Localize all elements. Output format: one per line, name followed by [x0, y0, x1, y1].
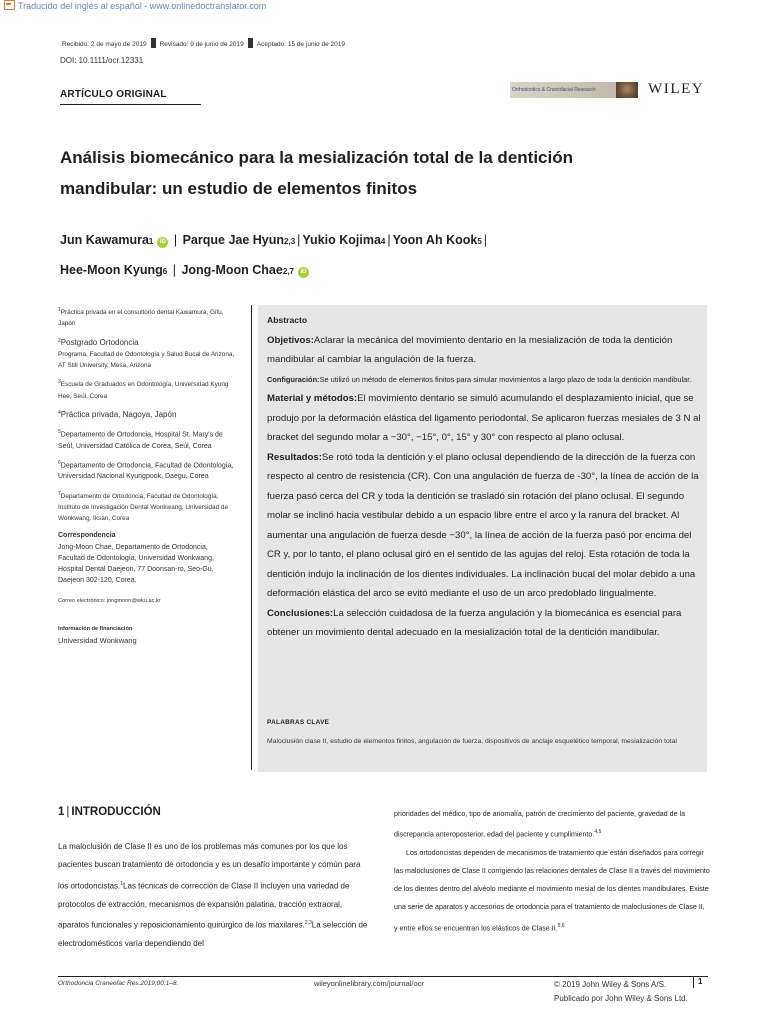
date-separator: [151, 38, 156, 48]
affiliation-7: [58, 489, 236, 525]
date-revised: Revisado: 9 de junio de 2019: [159, 41, 244, 48]
date-accepted: Aceptado: 15 de junio de 2019: [256, 41, 345, 48]
author-name[interactable]: Parque Jae Hyun: [182, 233, 285, 247]
author-line-2: [60, 256, 700, 286]
author-line-1: [60, 226, 700, 256]
footer-copyright: [554, 978, 688, 1006]
abstract-setting: [267, 370, 701, 390]
affiliation-text: Departamento de Ortodoncia, Hospital St. Mary's de Seúl, Universidad Católica de Corea, Seúl, Corea: [58, 431, 223, 450]
journal-logo-text: Orthodontics & Craniofacial Research: [512, 87, 596, 93]
affiliation-text: Práctica privada en el consultorio dental Kawamura, Gifu, Japón: [58, 309, 224, 328]
abstract-label: Resultados:: [267, 451, 322, 463]
body-text: Los ortodoncistas dependen de mecanismos de tratamiento que están diseñados para corregir las maloclusiones de Clase II corrigiendo las relaciones dentales de Clase II a través del movimiento de los dientes dentro del alvéolo mediante el movimiento mesial de los dientes mandibulares. Existe una serie de aparatos y accesorios de ortodoncia para el tratamiento de maloclusiones de Clase II, y entre ellos se encuentran los elásticos de Clase II.: [394, 848, 710, 932]
author-affil-ref: 2,7: [282, 267, 294, 276]
author-name[interactable]: Jong-Moon Chae: [181, 263, 283, 277]
author-separator: |: [483, 233, 488, 247]
abstract-results: [267, 448, 701, 643]
abstract-objectives: [267, 331, 701, 370]
column-divider: [251, 305, 252, 770]
footer-copyright-line: © 2019 John Wiley & Sons A/S.: [554, 980, 667, 989]
citation-ref[interactable]: 1: [120, 880, 124, 887]
body-paragraph: [394, 805, 710, 844]
author-name[interactable]: Hee-Moon Kyung: [60, 263, 163, 277]
section-heading: [58, 806, 161, 818]
affiliation-1: [58, 305, 236, 330]
article-type: ARTÍCULO ORIGINAL: [60, 89, 167, 100]
abstract-text: El movimiento dentario se simuló acumulando el desplazamiento inicial, que se produjo por la deformación elástica del ligamento periodontal. Se aplicaron fuerzas mesiales de 3 N al bracket del segundo molar a −30°, −15°, 0°, 15° y 30° con respecto al plano oclusal.: [267, 393, 701, 443]
body-text: Las técnicas de corrección de Clase II incluyen una variedad de protocolos de extracción, mecanismos de expansión palatina, tracción extraoral, aparatos funcionales y reposicionamiento quirúrgico de los maxilares.: [58, 881, 350, 930]
affiliation-text: Programa, Facultad de Odontología y Salud Bucal de Arizona, AT Still University, Mesa, Arizona: [58, 350, 235, 370]
author-separator: |: [387, 233, 391, 247]
author-name[interactable]: Yukio Kojima: [302, 233, 381, 247]
affiliations-column: [58, 305, 236, 646]
publisher-logo: WILEY: [648, 81, 705, 97]
orcid-icon[interactable]: iD: [157, 237, 168, 248]
abstract-label: Objetivos:: [267, 334, 314, 346]
affiliation-6: [58, 458, 236, 483]
affiliation-5: [58, 427, 236, 452]
page-number: 1: [698, 977, 703, 986]
author-affil-ref: 4: [380, 237, 386, 246]
affiliation-4: [58, 408, 236, 421]
keywords-heading: PALABRAS CLAVE: [267, 719, 330, 726]
translator-banner-text: Traducido del inglés al español - www.onlinedoctranslator.com: [18, 1, 267, 11]
affiliation-number: 7: [58, 490, 61, 497]
footer-url[interactable]: wileyonlinelibrary.com/journal/ocr: [314, 979, 424, 988]
author-list: [60, 226, 700, 286]
correspondence-text: Jong-Moon Chae, Departamento de Ortodoncia, Facultad de Odontología, Universidad Wonkwang, Hospital Dental Daejeon, 77 Doonsan-ro, Seo-Gu, Daejeon 302-120, Corea.: [58, 543, 214, 585]
orcid-icon[interactable]: iD: [298, 267, 309, 278]
funding-heading: Información de financiación: [58, 625, 133, 632]
intro-column-right: [394, 805, 710, 937]
body-text: La maloclusión de Clase II es uno de los problemas más comunes por los que los pacientes buscan tratamiento de ortodoncia y es un desafío importante y común para los ortodoncistas.: [58, 842, 361, 891]
body-paragraph: [394, 844, 710, 937]
journal-logo-image: [616, 82, 638, 98]
author-separator: |: [173, 233, 178, 247]
affiliation-number: 5: [58, 429, 61, 436]
funding-text: Universidad Wonkwang: [58, 635, 137, 645]
affiliation-number: 4: [58, 409, 61, 416]
correspondence-heading: Correspondencia: [58, 532, 116, 540]
abstract-text: Aclarar la mecánica del movimiento dentario en la mesialización de toda la dentición mandibular al cambiar la angulación de la fuerza.: [267, 334, 673, 365]
affiliation-text: Escuela de Graduados en Odontología, Universidad Kyung Hee, Seúl, Corea: [58, 381, 229, 400]
author-name[interactable]: Yoon Ah Kook: [392, 233, 478, 247]
abstract-heading: Abstracto: [267, 315, 308, 325]
section-title: INTRODUCCIÓN: [71, 806, 161, 818]
date-separator: [248, 38, 253, 48]
intro-column-left: [58, 838, 368, 954]
abstract-label: Conclusiones:: [267, 607, 334, 619]
section-number: 1: [58, 806, 65, 818]
author-affil-ref: 2,3: [284, 237, 296, 246]
article-dates: [60, 38, 347, 48]
footer-journal: Orthodoncia Craneofac Res.2019;00:1–8.: [58, 980, 179, 987]
author-name[interactable]: Jun Kawamura: [60, 233, 149, 247]
affiliation-3: [58, 377, 236, 402]
journal-logo: [510, 82, 638, 98]
author-separator: |: [297, 233, 301, 247]
citation-ref[interactable]: 5,6: [557, 922, 565, 929]
article-title: Análisis biomecánico para la mesialización total de la dentición mandibular: un estudio de elementos finitos: [60, 148, 573, 198]
body-text: prioridades del médico, tipo de anomalía, patrón de crecimiento del paciente, gravedad de la discrepancia anteroposterior, edad del paciente y cumplimiento.: [394, 810, 686, 839]
body-text: La selección de electrodomésticos varía dependiendo del: [58, 920, 368, 949]
affiliation-number: 6: [58, 459, 61, 466]
author-affil-ref: 6: [162, 267, 168, 276]
correspondence-email[interactable]: Correo electrónico: jongmoon@wku.ac.kr: [58, 598, 161, 605]
affiliation-text: Práctica privada, Nagoya, Japón: [60, 409, 177, 419]
doi[interactable]: DOI: 10.1111/ocr.12331: [60, 56, 144, 65]
affiliation-number: 3: [58, 379, 61, 386]
abstract-text: La selección cuidadosa de la fuerza angulación y la biomecánica es esencial para obtener un movimiento dental adecuado en la mesialización total de la dentición mandibular.: [267, 607, 682, 638]
footer-publisher-line: Publicado por John Wiley & Sons Ltd.: [554, 994, 688, 1003]
footer-page-divider: [693, 976, 694, 988]
author-affil-ref: 1: [148, 237, 154, 246]
section-separator: |: [66, 806, 70, 818]
abstract-label: Configuración:: [267, 374, 320, 384]
affiliation-2: [58, 336, 236, 372]
abstract-text: Se utilizó un método de elementos finitos para simular movimientos a largo plazo de toda la dentición mandibular.: [319, 374, 692, 384]
abstract: [267, 311, 701, 643]
footer-rule: [58, 976, 708, 977]
abstract-methods: [267, 389, 701, 448]
author-affil-ref: 5: [477, 237, 482, 246]
citation-ref[interactable]: 4,5: [594, 829, 602, 836]
affiliation-number: 2: [58, 337, 61, 344]
translate-icon: [4, 0, 15, 10]
citation-ref[interactable]: 2,3: [304, 920, 312, 927]
article-type-rule: [60, 104, 201, 105]
date-received: Recibido: 2 de mayo de 2019: [62, 41, 147, 48]
affiliation-number: 1: [58, 307, 61, 313]
affiliation-text: Postgrado Ortodoncia: [60, 337, 139, 347]
affiliation-text: Departamento de Ortodoncia, Facultad de Odontología, Universidad Nacional Kyungpook, Daegu, Corea: [58, 462, 234, 481]
author-separator: |: [172, 263, 176, 277]
keywords-text: Maloclusión clase II, estudio de elementos finitos, angulación de fuerza, dispositivos de anclaje esquelético temporal, mesialización total: [267, 738, 677, 745]
affiliation-text: Departamento de Ortodoncia, Facultad de Odontología, Instituto de Investigación Dental Wonkwang, Universidad de Wonkwang, Iksan, Corea: [58, 492, 229, 523]
translator-banner[interactable]: [4, 0, 266, 13]
abstract-text: Se rotó toda la dentición y el plano oclusal dependiendo de la dirección de la fuerza con respecto al centro de resistencia (CR). Con una angulación de fuerza de -30°, la línea de acción de la fuerza pasó cerca del CR y toda la dentición se trasladó sin rotación del plano oclusal. El segundo molar se inclinó hacia vestibular debido a un espacio libre entre el arco y la ranura del bracket. Al aumentar una angulación de fuerza desde −30°, la línea de acción de la fuerza pasó por encima del CR y, por lo tanto, el plano oclusal giró en el sentido de las agujas del reloj. Esta rotación de toda la dentición indujo la inclinación de los dientes individuales. La inclinación bucal del molar debido a una deformación elástica del arco se evitó mediante el uso de un arco predoblado lingualmente.: [267, 451, 699, 599]
abstract-label: Material y métodos:: [267, 393, 358, 404]
